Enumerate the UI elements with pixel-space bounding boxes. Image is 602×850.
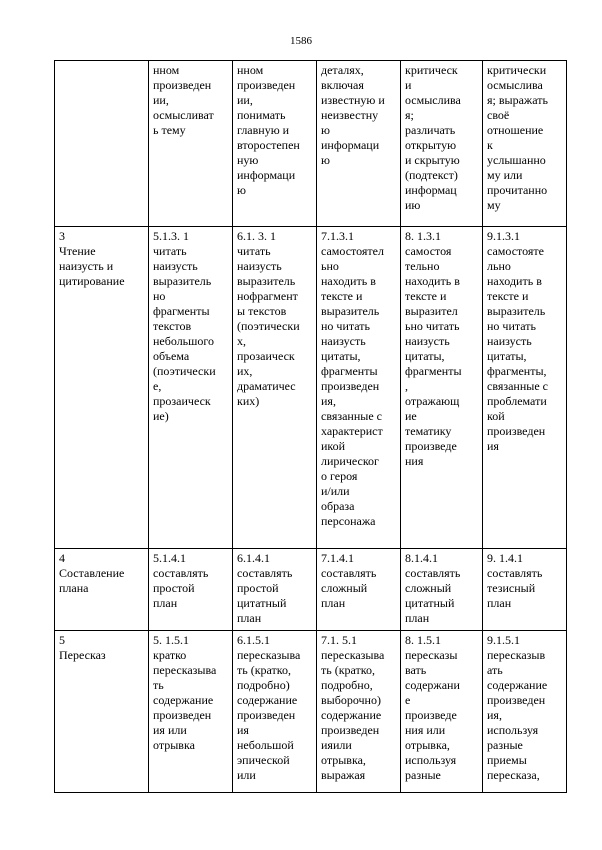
curriculum-table [54, 60, 567, 793]
table-row [55, 61, 567, 227]
table-cell [149, 549, 233, 631]
page-number: 1586 [290, 35, 312, 47]
table-cell [149, 61, 233, 227]
cell-text: 9.1.5.1 пересказыв ать содержание произведен ия, используя разные приемы пересказа, [487, 633, 548, 782]
table-cell [55, 227, 149, 549]
table-cell [317, 631, 401, 793]
table-cell [317, 61, 401, 227]
table-row [55, 549, 567, 631]
table-cell [149, 227, 233, 549]
table-cell [483, 61, 567, 227]
table-cell [55, 631, 149, 793]
cell-text: 9.1.3.1 самостояте льно находить в тексте и выразитель но читать наизусть цитаты, фрагменты, связанные с проблемати кой произведен ия [487, 229, 548, 453]
table-cell [483, 631, 567, 793]
cell-text: 6.1.5.1 пересказыва ть (кратко, подробно) содержание произведен ия небольшой эпической или [237, 633, 301, 782]
cell-text: 8. 1.5.1 пересказы вать содержани е произведе ния или отрывка, используя разные [405, 633, 460, 782]
table-cell [483, 549, 567, 631]
table-cell [401, 549, 483, 631]
cell-text: 7.1.3.1 самостоятел ьно находить в тексте и выразитель но читать наизусть цитаты, фрагменты произведен ия, связанные с характерист икой лирическог о героя и/или образа персонажа [321, 229, 384, 528]
table-cell [149, 631, 233, 793]
table-cell [233, 227, 317, 549]
cell-text: деталях, включая известную и неизвестну ю информаци ю [321, 63, 385, 167]
cell-text: 7.1.4.1 составлять сложный план [321, 551, 377, 610]
cell-text: 6.1. 3. 1 читать наизусть выразитель нофрагмент ы текстов (поэтически х, прозаическ их, драматичес ких) [237, 229, 300, 408]
cell-text: 5.1.4.1 составлять простой план [153, 551, 209, 610]
cell-text: 6.1.4.1 составлять простой цитатный план [237, 551, 293, 625]
cell-text: 5. 1.5.1 кратко пересказыва ть содержание произведен ия или отрывка [153, 633, 217, 752]
cell-text: критически осмыслива я; выражать своё отношение к услышанно му или прочитанно му [487, 63, 548, 212]
cell-text: 7.1. 5.1 пересказыва ть (кратко, подробно, выборочно) содержание произведен ияили отрывка, выражая [321, 633, 385, 782]
cell-text: 5.1.3. 1 читать наизусть выразитель но фрагменты текстов небольшого объема (поэтически е, прозаическ ие) [153, 229, 216, 423]
table-cell [233, 549, 317, 631]
table-cell [401, 61, 483, 227]
cell-text: 4 Составление плана [59, 551, 125, 595]
cell-text: нном произведен ии, понимать главную и второстепен ную информаци ю [237, 63, 300, 197]
cell-text: 8. 1.3.1 самостоя тельно находить в тексте и выразител ьно читать наизусть цитаты, фрагменты , отражающ ие тематику произведе ния [405, 229, 462, 468]
cell-text: нном произведен ии, осмысливат ь тему [153, 63, 214, 137]
table-row [55, 227, 567, 549]
table-cell [317, 227, 401, 549]
cell-text: 5 Пересказ [59, 633, 106, 662]
cell-text: 8.1.4.1 составлять сложный цитатный план [405, 551, 461, 625]
table-cell [401, 227, 483, 549]
table-cell [233, 631, 317, 793]
table-cell [233, 61, 317, 227]
table-row [55, 631, 567, 793]
table-cell [401, 631, 483, 793]
table-cell [55, 61, 149, 227]
table-cell [317, 549, 401, 631]
cell-text: 3 Чтение наизусть и цитирование [59, 229, 125, 288]
cell-text: 9. 1.4.1 составлять тезисный план [487, 551, 543, 610]
cell-text: критическ и осмыслива я; различать открытую и скрытую (подтекст) информац ию [405, 63, 461, 212]
table-cell [483, 227, 567, 549]
table-cell [55, 549, 149, 631]
